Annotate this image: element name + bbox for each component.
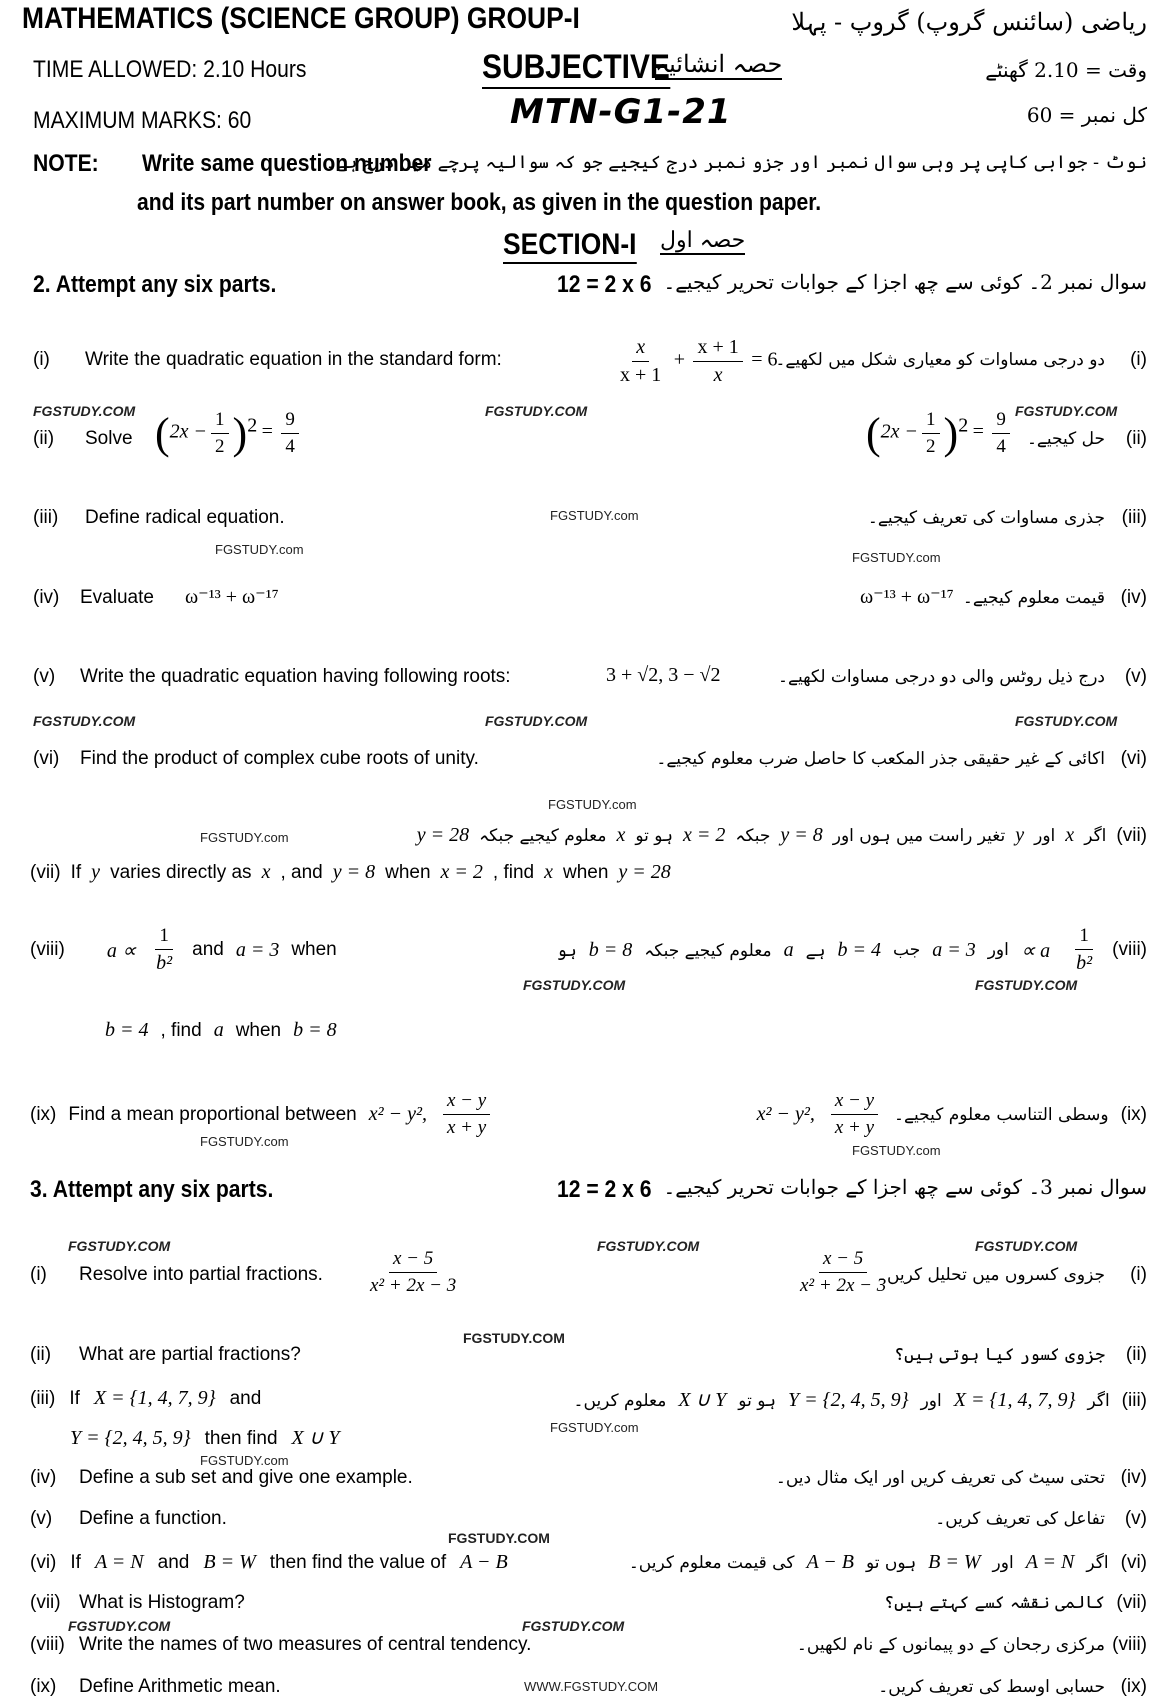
q2-viii-line-2: [105, 1019, 337, 1042]
q2-part-number: (viii): [30, 939, 65, 960]
q2-part-number-urdu: (viii): [1112, 939, 1147, 960]
fraction-numerator: x + 1: [693, 336, 742, 362]
math-expr: Y = {2, 4, 5, 9}: [70, 1427, 191, 1449]
math-expr: Y = {2, 4, 5, 9}: [787, 1389, 909, 1411]
question-text: and: [192, 939, 224, 960]
math-expr: b = 8: [588, 938, 633, 961]
watermark: FGSTUDY.COM: [522, 1618, 625, 1634]
q2-ii-equation-urdu-side: (2x − $\frac{1}{2}$ )$^2$ = $\frac{9}{4}$: [866, 408, 1014, 459]
watermark-website: WWW.FGSTUDY.COM: [524, 1679, 659, 1694]
q3-iii-line: [30, 1387, 261, 1410]
q2-part-text: Find the product of complex cube roots of unity.: [80, 748, 479, 769]
question-text: If: [70, 862, 82, 883]
watermark: FGSTUDY.COM: [68, 1238, 171, 1254]
fraction-denominator: 2: [926, 436, 936, 457]
q3-i-fraction: [362, 1248, 464, 1297]
watermark: FGSTUDY.com: [200, 830, 289, 845]
q2-part-number-urdu: (iv): [1120, 587, 1147, 608]
q2-marks: 12 = 2 x 6: [557, 271, 652, 298]
expression: 2x −: [169, 420, 208, 443]
watermark: FGSTUDY.COM: [523, 977, 626, 993]
q2-vii-line: [30, 861, 671, 884]
q3-heading: 3. Attempt any six parts.: [30, 1176, 274, 1203]
math-expr: A = N: [1025, 1551, 1075, 1573]
math-expr: a = 3: [235, 938, 280, 961]
q2-part-number-urdu: (ix): [1120, 1103, 1147, 1125]
watermark: FGSTUDY.COM: [485, 403, 588, 419]
question-text: , find: [160, 1020, 202, 1041]
urdu-text: جبکہ: [735, 826, 771, 846]
q3-iii-urdu-line: [574, 1387, 1147, 1412]
maximum-marks-urdu: کل نمبر = 60: [1026, 103, 1147, 127]
q3-part-urdu: حسابی اوسط کی تعریف کریں۔: [878, 1677, 1105, 1697]
q3-part-urdu: تفاعل کی تعریف کریں۔: [935, 1509, 1105, 1529]
math-var: x: [261, 861, 271, 883]
urdu-text: معلوم کریں۔: [573, 1391, 667, 1411]
urdu-text: ہو: [556, 940, 577, 961]
urdu-text: اور: [992, 1553, 1014, 1573]
fraction-denominator: x + 1: [620, 364, 662, 386]
q2-part-text: Write the quadratic equation in the standard form:: [85, 349, 502, 370]
equals-sign: =: [261, 420, 273, 443]
watermark: FGSTUDY.COM: [68, 1618, 171, 1634]
q3-part-number: (v): [30, 1508, 53, 1529]
question-text: then find: [204, 1428, 278, 1449]
urdu-text: اور: [1034, 826, 1056, 846]
fraction-numerator: 9: [281, 409, 299, 434]
urdu-text: اور: [987, 940, 1009, 960]
equation-rhs: = 6: [751, 348, 778, 371]
urdu-text: اگر: [1086, 1553, 1109, 1573]
q3-heading-urdu: سوال نمبر 3۔ کوئی سے چھ اجزا کے جوابات تحریر کیجیے۔: [663, 1175, 1147, 1199]
q2-part-number: (vi): [33, 748, 60, 769]
fraction-numerator: 1: [211, 409, 229, 434]
q2-vii-urdu-line: [417, 824, 1147, 847]
math-var: x: [1065, 824, 1075, 846]
q2-part-number: (iii): [33, 507, 59, 528]
q2-part-number-urdu: (iii): [1121, 507, 1147, 528]
urdu-text: اور: [920, 1391, 942, 1411]
question-text: varies directly as: [110, 862, 252, 883]
q3-part-text: Resolve into partial fractions.: [79, 1264, 323, 1285]
q3-part-number-urdu: (v): [1124, 1508, 1147, 1529]
q2-part-number: (v): [33, 666, 56, 687]
math-expr: A − B: [460, 1551, 508, 1573]
q2-part-text: Define radical equation.: [85, 507, 285, 528]
q2-part-number-urdu: (i): [1130, 349, 1147, 370]
urdu-text: جب: [893, 940, 921, 960]
q3-part-text: What is Histogram?: [79, 1592, 245, 1613]
q3-part-number-urdu: (iii): [1121, 1390, 1147, 1411]
question-text: when: [562, 862, 609, 883]
q2-v-roots: 3 + √2, 3 − √2: [606, 664, 721, 686]
watermark: FGSTUDY.com: [200, 1453, 289, 1468]
watermark: FGSTUDY.com: [200, 1134, 289, 1149]
fraction-denominator: x: [713, 364, 723, 386]
math-expr: B = W: [928, 1551, 981, 1573]
note-label: NOTE:: [33, 150, 99, 177]
q2-part-number-urdu: (vii): [1116, 825, 1147, 846]
fraction-numerator: x: [632, 336, 649, 362]
question-text: , and: [280, 862, 323, 883]
math-var: a: [213, 1019, 224, 1041]
question-text: when: [235, 1020, 282, 1041]
q3-part-text: What are partial fractions?: [79, 1344, 301, 1365]
q3-part-urdu: مرکزی رجحان کے دو پیمانوں کے نام لکھیں۔: [796, 1635, 1105, 1655]
question-text: If: [70, 1552, 81, 1573]
q2-viii-urdu-line: [557, 925, 1147, 975]
math-expr: X ∪ Y: [678, 1389, 727, 1411]
fraction-numerator: 1: [1075, 925, 1093, 950]
fraction-numerator: 1: [922, 409, 940, 434]
fraction-numerator: x − y: [831, 1090, 878, 1115]
fraction-numerator: 9: [992, 409, 1010, 434]
math-expr: b = 4: [837, 938, 882, 961]
exponent: 2: [247, 414, 258, 437]
urdu-text: اگر: [1087, 1391, 1110, 1411]
q2-part-number: (vii): [30, 862, 61, 883]
q2-part-urdu: حل کیجیے۔: [1026, 429, 1105, 449]
exam-title-urdu: ریاضی (سائنس گروپ) گروپ - پہلا: [791, 8, 1147, 36]
q3-part-text: Define a function.: [79, 1508, 227, 1529]
q3-part-urdu: جزوی کسروں میں تحلیل کریں۔: [877, 1265, 1105, 1285]
note-urdu: نوٹ - جوابی کاپی پر وہی سوال نمبر اور جزو نمبر درج کیجیے جو کہ سوالیہ پرچے میں درج ہے۔: [325, 152, 1147, 173]
q3-part-number-urdu: (ix): [1120, 1676, 1147, 1697]
q2-part-text: Evaluate: [80, 587, 154, 608]
paper-code-handwritten: MTN-G1-21: [510, 92, 732, 132]
math-var: y: [1015, 824, 1025, 846]
q3-part-number: (i): [30, 1264, 47, 1285]
math-var: x: [616, 824, 626, 846]
q2-part-number: (iv): [33, 587, 60, 608]
watermark: FGSTUDY.com: [852, 1143, 941, 1158]
watermark: FGSTUDY.COM: [33, 713, 136, 729]
q2-viii-line: [30, 925, 337, 975]
math-expr: X = {1, 4, 7, 9}: [93, 1387, 216, 1409]
exam-title: MATHEMATICS (SCIENCE GROUP) GROUP-I: [22, 2, 580, 35]
note-line-2: and its part number on answer book, as given in the question paper.: [137, 189, 822, 216]
watermark: FGSTUDY.COM: [975, 1238, 1078, 1254]
math-expr: B = W: [203, 1551, 256, 1573]
q3-part-number-urdu: (vi): [1120, 1552, 1147, 1573]
q2-ii-equation: (2x − $\frac{1}{2}$ )$^2$ = $\frac{9}{4}$: [155, 408, 303, 459]
q3-part-number: (vi): [30, 1552, 57, 1573]
equals-sign: =: [972, 420, 984, 443]
q2-iv-expression: ω⁻¹³ + ω⁻¹⁷: [185, 586, 279, 608]
q2-part-number: (ix): [30, 1103, 57, 1125]
q2-iv-expression-urdu-side: ω⁻¹³ + ω⁻¹⁷: [860, 586, 954, 608]
fraction-denominator: x + y: [834, 1117, 875, 1138]
q3-vi-urdu-line: [629, 1551, 1147, 1574]
watermark: FGSTUDY.COM: [975, 977, 1078, 993]
q3-part-number: (iv): [30, 1467, 57, 1488]
q3-part-urdu: جزوی کسور کیا ہوتی ہیں؟: [894, 1345, 1105, 1365]
q3-part-urdu: کالمی نقشہ کسے کہتے ہیں؟: [884, 1593, 1105, 1613]
fraction-numerator: 1: [155, 925, 173, 950]
q3-part-number: (iii): [30, 1388, 56, 1409]
fraction-denominator: b²: [156, 952, 173, 974]
math-expr: A − B: [806, 1551, 855, 1573]
q2-part-urdu: قیمت معلوم کیجیے۔: [962, 588, 1105, 608]
q2-part-urdu: دو درجی مساوات کو معیاری شکل میں لکھیے۔: [775, 350, 1105, 370]
math-expr: x = 2: [440, 861, 483, 883]
fraction-numerator: x − y: [443, 1090, 490, 1115]
urdu-text: اگر: [1084, 826, 1107, 846]
math-expr: y = 8: [780, 824, 823, 846]
q2-part-number-urdu: (ii): [1125, 428, 1147, 449]
q2-part-urdu: جذری مساوات کی تعریف کیجیے۔: [867, 508, 1105, 528]
note-line-1: Write same question number: [142, 150, 432, 177]
q2-heading-urdu: سوال نمبر 2۔ کوئی سے چھ اجزا کے جوابات تحریر کیجیے۔: [663, 270, 1147, 294]
urdu-text: ہو تو: [635, 826, 674, 846]
watermark: FGSTUDY.COM: [448, 1530, 550, 1546]
question-text: If: [69, 1388, 80, 1409]
urdu-text: ہو تو: [738, 1391, 776, 1411]
watermark: FGSTUDY.com: [215, 542, 304, 557]
q2-ix-urdu-line: [757, 1090, 1147, 1139]
urdu-text: معلوم کیجیے جبکہ: [479, 826, 607, 846]
fraction-numerator: x − 5: [389, 1248, 437, 1273]
urdu-text: تغیر راست میں ہوں اور: [832, 826, 1006, 846]
q3-part-number: (viii): [30, 1634, 65, 1655]
math-expr: b = 8: [293, 1019, 337, 1041]
math-expr: b = 4: [105, 1019, 149, 1041]
time-allowed: TIME ALLOWED: 2.10 Hours: [33, 56, 307, 83]
q3-part-number-urdu: (iv): [1120, 1467, 1147, 1488]
fraction-denominator: 4: [996, 436, 1006, 457]
q3-part-number-urdu: (viii): [1112, 1634, 1147, 1655]
maximum-marks: MAXIMUM MARKS: 60: [33, 107, 252, 134]
urdu-text: وسطی التناسب معلوم کیجیے۔: [894, 1105, 1109, 1125]
q2-part-number: (i): [33, 349, 50, 370]
subjective-heading-urdu: حصہ انشائیہ: [655, 50, 783, 78]
question-text: and: [157, 1552, 190, 1573]
fraction-denominator: x² + 2x − 3: [800, 1275, 887, 1296]
math-expr: a ∝: [106, 939, 137, 962]
q3-part-text: Define Arithmetic mean.: [79, 1676, 281, 1697]
fraction-denominator: x + y: [447, 1117, 487, 1138]
q2-i-equation: [612, 336, 777, 387]
q3-vi-line: [30, 1551, 508, 1574]
math-var: a: [783, 938, 794, 961]
math-var: y: [91, 861, 101, 883]
q3-part-number-urdu: (vii): [1116, 1592, 1147, 1613]
question-text: , find: [492, 862, 535, 883]
question-text: when: [385, 862, 431, 883]
subjective-heading: SUBJECTIVE: [482, 48, 670, 89]
math-expr: A = N: [94, 1551, 144, 1573]
fraction-numerator: x − 5: [819, 1248, 867, 1273]
math-expr: y = 28: [618, 861, 671, 883]
q2-part-text: Solve: [85, 428, 133, 449]
watermark: FGSTUDY.COM: [485, 713, 588, 729]
q2-heading: 2. Attempt any six parts.: [33, 271, 277, 298]
q3-part-text: Write the names of two measures of central tendency.: [79, 1634, 532, 1655]
fraction-denominator: x² + 2x − 3: [370, 1275, 457, 1296]
q2-part-urdu: اکائی کے غیر حقیقی جذر المکعب کا حاصل ضرب معلوم کیجیے۔: [656, 749, 1105, 769]
exponent: 2: [958, 414, 969, 437]
plus-sign: +: [673, 348, 686, 371]
math-expr: x = 2: [683, 824, 726, 846]
math-expr: X ∪ Y: [291, 1427, 340, 1449]
q3-iii-line-2: [70, 1425, 340, 1450]
q2-part-number-urdu: (vi): [1120, 748, 1147, 769]
watermark: FGSTUDY.com: [852, 550, 941, 565]
expression: 2x −: [880, 420, 919, 443]
q2-part-text: Write the quadratic equation having following roots:: [80, 666, 511, 687]
math-var: x: [544, 861, 553, 883]
question-text: and: [229, 1388, 262, 1409]
math-expr: X = {1, 4, 7, 9}: [953, 1389, 1076, 1411]
urdu-text: معلوم کیجیے جبکہ: [644, 940, 772, 961]
q2-part-urdu: درج ذیل روٹس والی دو درجی مساوات لکھیے۔: [778, 667, 1105, 687]
question-text: when: [291, 939, 337, 960]
question-text: Find a mean proportional between: [68, 1103, 357, 1125]
q3-marks: 12 = 2 x 6: [557, 1176, 652, 1203]
math-expr: a = 3: [932, 938, 976, 961]
watermark: FGSTUDY.COM: [463, 1330, 565, 1346]
urdu-text: ہوں تو: [866, 1553, 917, 1573]
fraction-denominator: 4: [285, 436, 295, 457]
watermark: FGSTUDY.COM: [33, 403, 136, 419]
q3-part-number: (vii): [30, 1592, 61, 1613]
question-text: then find the value of: [269, 1552, 447, 1573]
watermark: FGSTUDY.com: [548, 797, 637, 812]
watermark: FGSTUDY.COM: [1015, 713, 1118, 729]
q3-part-number-urdu: (i): [1130, 1264, 1147, 1285]
section-heading-urdu: حصہ اول: [660, 228, 746, 253]
math-expr: a ∝: [1020, 939, 1051, 962]
q2-part-number-urdu: (v): [1124, 666, 1147, 687]
math-expr: x² − y²,: [756, 1103, 815, 1125]
watermark: FGSTUDY.com: [550, 508, 639, 523]
math-expr: y = 28: [416, 824, 470, 846]
time-allowed-urdu: وقت = 2.10 گھنٹے: [985, 58, 1147, 82]
q2-part-number: (ii): [33, 428, 55, 449]
q3-part-number-urdu: (ii): [1125, 1344, 1147, 1365]
urdu-text: ہے: [805, 940, 826, 961]
fraction-denominator: 2: [215, 436, 225, 457]
q3-part-number: (ix): [30, 1676, 57, 1697]
q3-part-urdu: تحتی سیٹ کی تعریف کریں اور ایک مثال دیں۔: [775, 1468, 1105, 1488]
math-expr: y = 8: [332, 861, 376, 883]
math-expr: x² − y²,: [368, 1103, 427, 1125]
q3-part-number: (ii): [30, 1344, 52, 1365]
q3-part-text: Define a sub set and give one example.: [79, 1467, 413, 1488]
section-heading: SECTION-I: [503, 228, 636, 264]
watermark: FGSTUDY.com: [550, 1420, 639, 1435]
urdu-text: کی قیمت معلوم کریں۔: [628, 1553, 795, 1573]
q2-ix-line: [30, 1090, 494, 1139]
watermark: FGSTUDY.COM: [1015, 403, 1118, 419]
watermark: FGSTUDY.COM: [597, 1238, 700, 1254]
fraction-denominator: b²: [1076, 952, 1093, 974]
